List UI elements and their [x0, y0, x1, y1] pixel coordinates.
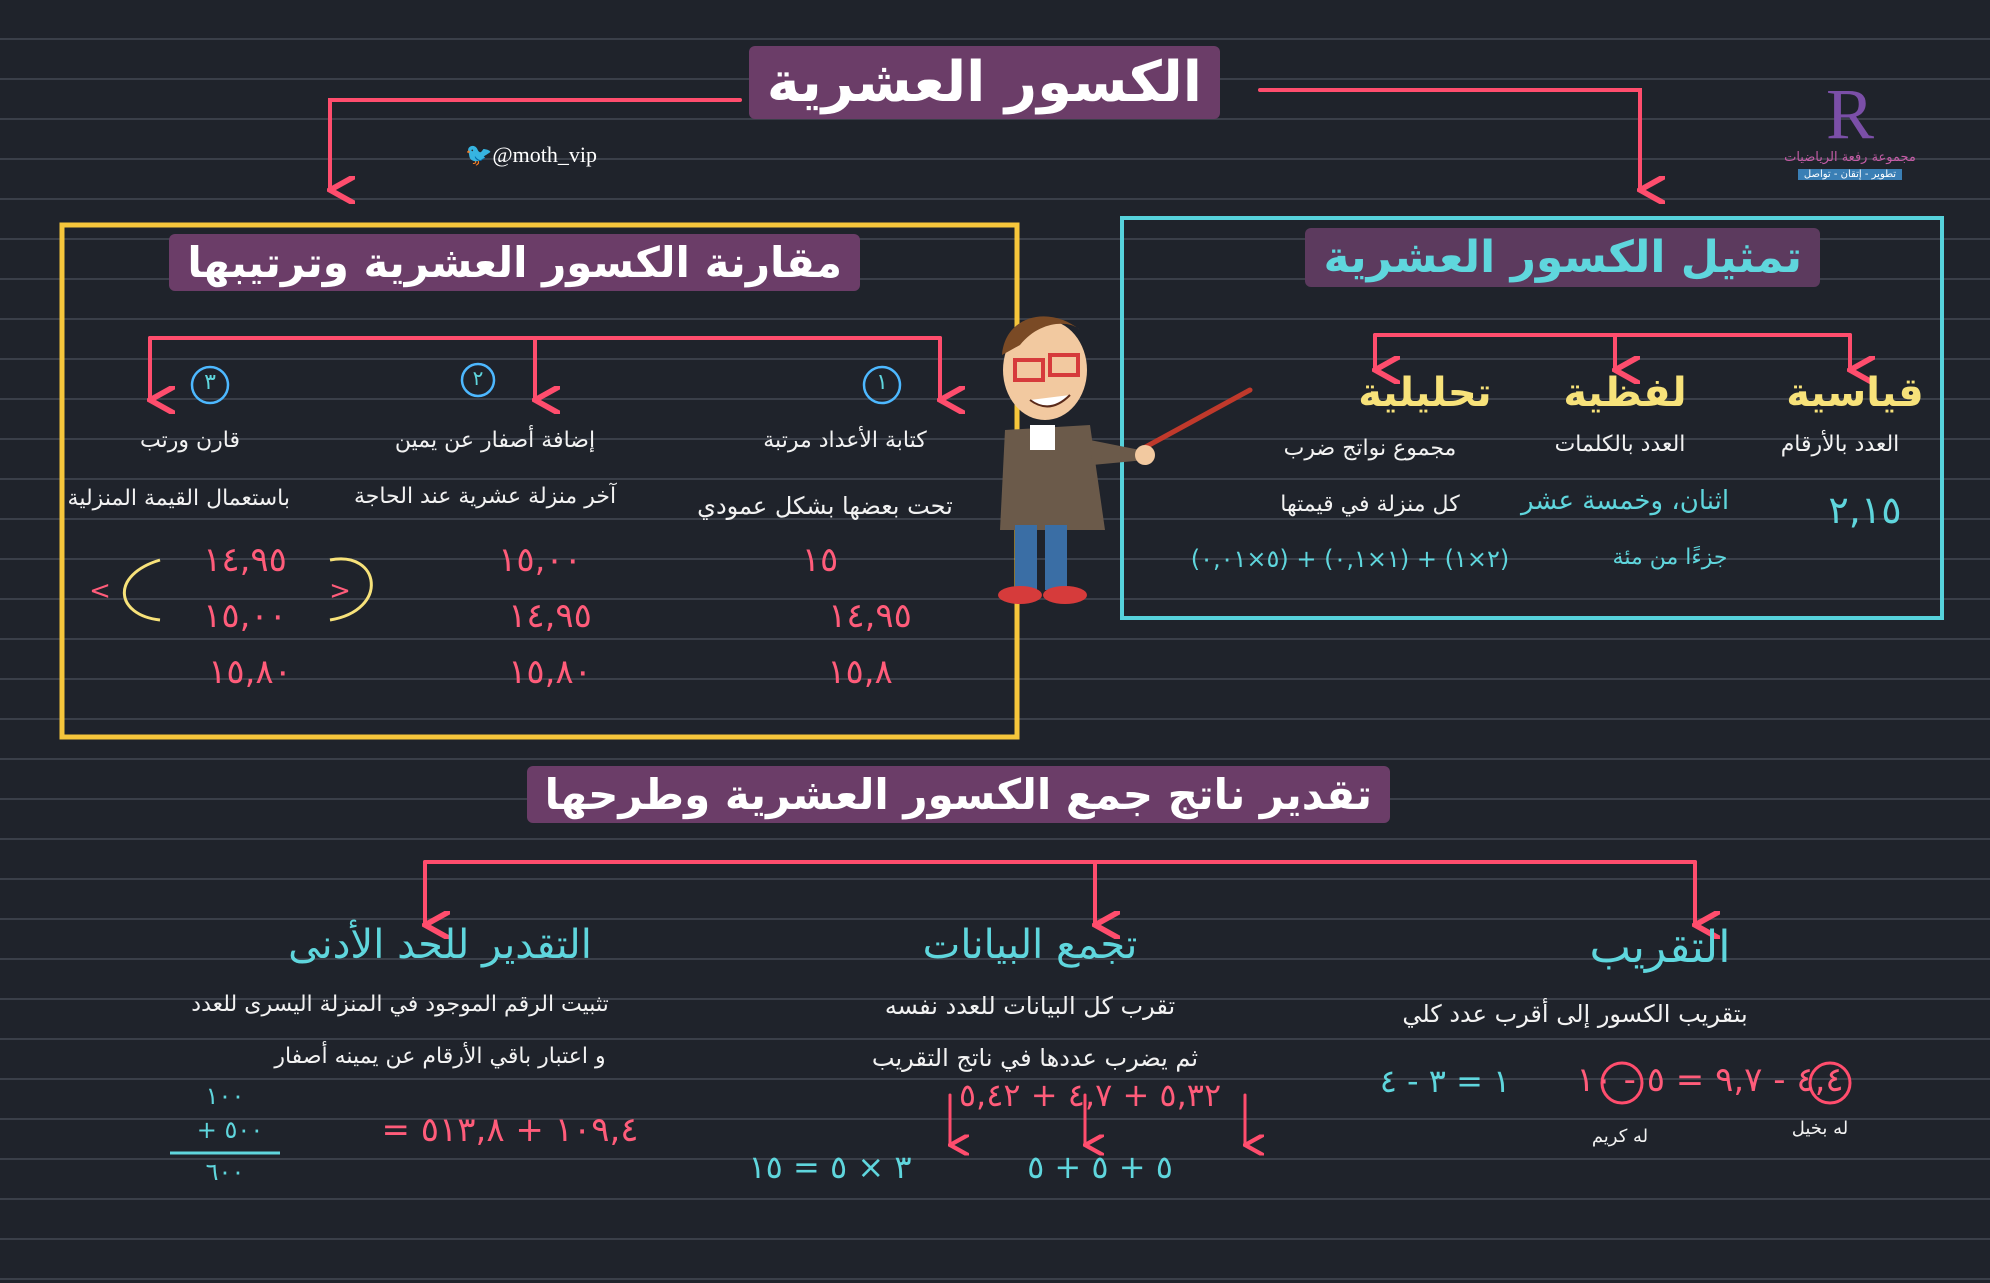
step-3-line2: باستعمال القيمة المنزلية [67, 486, 290, 511]
method-frontend-example: ١٠٩,٤ + ٥١٣,٨ = [381, 1110, 639, 1150]
method-frontend-stack2: ٥٠٠ + [196, 1116, 264, 1144]
step-2-number: ٢ [472, 366, 484, 390]
step-1-line2: تحت بعضها بشكل عمودي [697, 492, 953, 520]
method-clustering-result: ٣ × ٥ = ١٥ [748, 1148, 912, 1186]
method-frontend-stack1: ١٠٠ [205, 1082, 245, 1110]
step-3-line1: قارن ورتب [140, 428, 240, 453]
step-1-value-1: ١٥ [801, 540, 839, 580]
form-word-title: لفظية [1563, 370, 1687, 416]
form-expanded-desc2: كل منزلة في قيمتها [1280, 492, 1460, 517]
method-rounding-desc: بتقريب الكسور إلى أقرب عدد كلي [1402, 1000, 1748, 1028]
teacher-illustration [980, 300, 1160, 610]
form-standard-desc: العدد بالأرقام [1780, 432, 1900, 457]
step-1-value-3: ١٥,٨ [827, 652, 893, 692]
method-rounding-result: ١ = ٣ - ٤ [1379, 1062, 1511, 1100]
method-frontend-sum: ٦٠٠ [205, 1158, 245, 1186]
step-3-value-2: ١٥,٠٠ [203, 596, 287, 636]
form-expanded-desc: مجموع نواتج ضرب [1283, 436, 1457, 461]
twitter-icon: 🐦 [465, 142, 493, 167]
step-2-line1: إضافة أصفار عن يمين [394, 428, 596, 453]
form-expanded-example: (٢×١) + (١×٠,١) + (٥×٠,٠١) [1190, 545, 1510, 573]
step-1-value-2: ١٤,٩٥ [828, 596, 912, 636]
method-clustering-desc1: تقرب كل البيانات للعدد نفسه [884, 992, 1176, 1020]
method-rounding-example: ٤,٤ - ٩,٧ = ٥ - ١٠ [1576, 1060, 1844, 1100]
representation-heading: تمثيل الكسور العشرية [1380, 232, 1820, 283]
form-standard-title: قياسية [1786, 370, 1924, 416]
step-2-value-3: ١٥,٨٠ [508, 652, 592, 692]
form-standard-example: ٢,١٥ [1828, 488, 1902, 532]
method-rounding-title: التقريب [1589, 922, 1731, 973]
twitter-handle[interactable]: 🐦@moth_vip [465, 142, 598, 167]
form-word-desc: العدد بالكلمات [1554, 432, 1686, 457]
method-clustering-title: تجمع البيانات [922, 922, 1138, 968]
method-rounding-note2: له كريم [1591, 1126, 1649, 1147]
step-2-value-1: ١٥,٠٠ [498, 540, 582, 580]
method-rounding-note1: له بخيل [1791, 1118, 1849, 1139]
form-word-example: اثنان، وخمسة عشر [1520, 486, 1730, 516]
method-frontend-title: التقدير للحد الأدنى [288, 922, 592, 968]
step-3-number: ٣ [204, 370, 216, 395]
step-2-line2: آخر منزلة عشرية عند الحاجة [353, 484, 617, 509]
method-clustering-desc2: ثم يضرب عددها في ناتج التقريب [871, 1044, 1199, 1072]
logo: R مجموعة رفعة الرياضيات تطوير - إتقان - تواصل [1784, 74, 1916, 180]
step-3-value-3: ١٥,٨٠ [208, 652, 292, 692]
step-1-line1: كتابة الأعداد مرتبة [763, 428, 927, 453]
estimation-heading: تقدير ناتج جمع الكسور العشرية وطرحها [670, 770, 1390, 819]
step-2-value-2: ١٤,٩٥ [508, 596, 592, 636]
form-word-example2: جزءًا من مئة [1612, 545, 1728, 570]
method-frontend-desc1: تثبيت الرقم الموجود في المنزلة اليسرى للعدد [191, 992, 609, 1017]
method-frontend-desc2: و اعتبار باقي الأرقام عن يمينه أصفار [274, 1044, 606, 1069]
page-title: الكسور العشرية [760, 50, 1220, 115]
less-than-sign: < [329, 576, 351, 606]
step-1-number: ١ [876, 370, 888, 395]
form-expanded-title: تحليلية [1358, 370, 1492, 416]
step-3-value-1: ١٤,٩٥ [203, 540, 287, 580]
method-clustering-example: ٥,٣٢ + ٤,٧ + ٥,٤٢ [958, 1076, 1222, 1114]
greater-than-sign: > [89, 576, 111, 606]
comparison-heading: مقارنة الكسور العشرية وترتيبها [240, 238, 860, 287]
method-clustering-approx: ٥ + ٥ + ٥ [1027, 1148, 1173, 1186]
